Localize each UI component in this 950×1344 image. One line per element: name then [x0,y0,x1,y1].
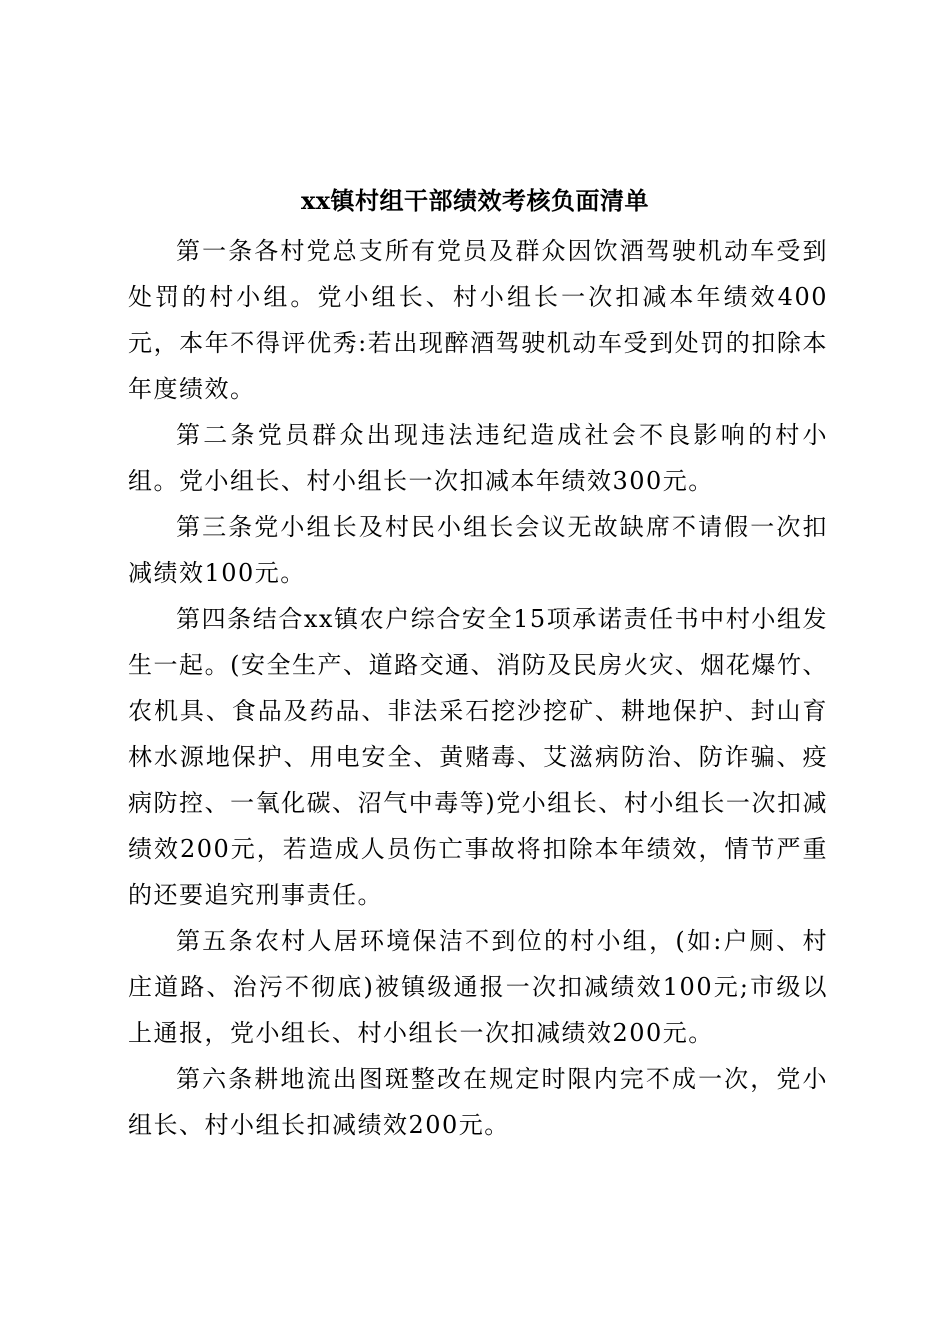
article-6-paragraph: 第六条耕地流出图斑整改在规定时限内完不成一次，党小组长、村小组长扣减绩效200元。 [128,1065,828,1139]
article-4-paragraph: 第四条结合xx镇农户综合安全15项承诺责任书中村小组发生一起。(安全生产、道路交通、消防及民房火灾、烟花爆竹、农机具、食品及药品、非法采石挖沙挖矿、耕地保护、封山育林水源地保护、用电安全、黄赌毒、艾滋病防治、防诈骗、疫病防控、一氧化碳、沼气中毒等)党小组长、村小组长一次扣减绩效200元，若造成人员伤亡事故将扣除本年绩效，情节严重的还要追究刑事责任。 [128,605,828,909]
document-title: xx镇村组干部绩效考核负面清单 [300,186,650,215]
article-1-paragraph: 第一条各村党总支所有党员及群众因饮酒驾驶机动车受到处罚的村小组。党小组长、村小组长一次扣减本年绩效400元，本年不得评优秀:若出现醉酒驾驶机动车受到处罚的扣除本年度绩效。 [128,237,828,403]
article-2-paragraph: 第二条党员群众出现违法违纪造成社会不良影响的村小组。党小组长、村小组长一次扣减本年绩效300元。 [128,421,828,495]
article-3-paragraph: 第三条党小组长及村民小组长会议无故缺席不请假一次扣减绩效100元。 [128,513,828,587]
article-5-paragraph: 第五条农村人居环境保洁不到位的村小组，(如:户厕、村庄道路、治污不彻底)被镇级通报一次扣减绩效100元;市级以上通报，党小组长、村小组长一次扣减绩效200元。 [128,927,828,1047]
document-body [128,228,828,1148]
